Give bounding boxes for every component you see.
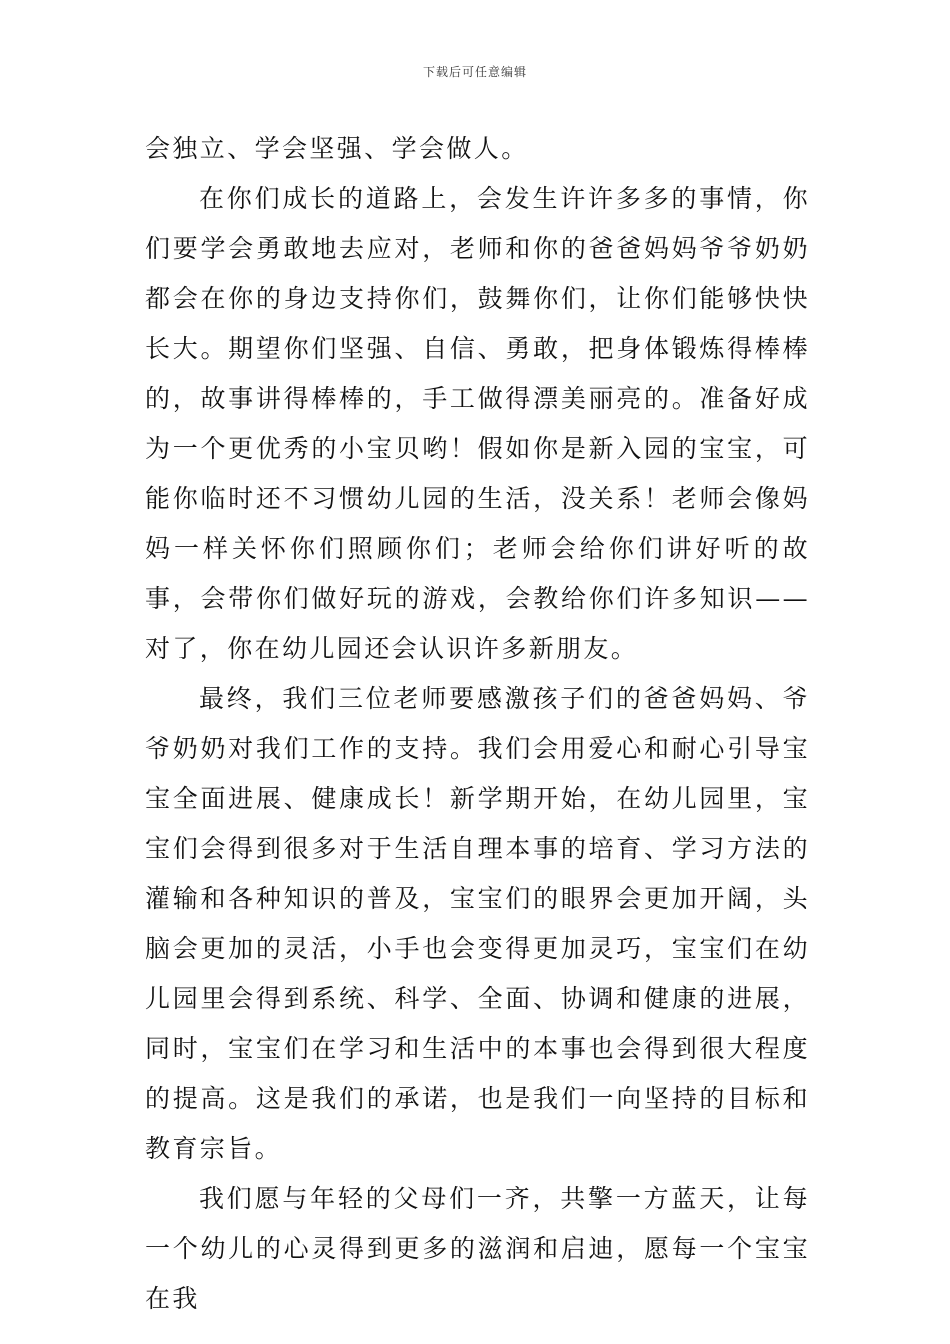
page-header: 下载后可任意编辑 [422,65,527,79]
paragraph: 最终，我们三位老师要感激孩子们的爸爸妈妈、爷爷奶奶对我们工作的支持。我们会用爱心和耐心引导宝宝全面进展、健康成长！新学期开始，在幼儿园里，宝宝们会得到很多对于生活自理本事的培育、学习方法的灌输和各种知识的普及，宝宝们的眼界会更加开阔，头脑会更加的灵活，小手也会变得更加灵巧，宝宝们在幼儿园里会得到系统、科学、全面、协调和健康的进展，同时，宝宝们在学习和生活中的本事也会得到很大程度的提高。这是我们的承诺，也是我们一向坚持的目标和教育宗旨。 [145,684,810,1163]
paragraph: 在你们成长的道路上，会发生许许多多的事情，你们要学会勇敢地去应对，老师和你的爸爸妈妈爷爷奶奶都会在你的身边支持你们，鼓舞你们，让你们能够快快长大。期望你们坚强、自信、勇敢，把身体锻炼得棒棒的，故事讲得棒棒的，手工做得漂美丽亮的。准备好成为一个更优秀的小宝贝哟！假如你是新入园的宝宝，可能你临时还不习惯幼儿园的生活，没关系！老师会像妈妈一样关怀你们照顾你们；老师会给你们讲好听的故事，会带你们做好玩的游戏，会教给你们许多知识——对了，你在幼儿园还会认识许多新朋友。 [145,184,810,663]
paragraph: 会独立、学会坚强、学会做人。 [145,134,529,163]
document-body [145,124,810,1324]
paragraph: 我们愿与年轻的父母们一齐，共擎一方蓝天，让每一个幼儿的心灵得到更多的滋润和启迪，愿每一个宝宝在我 [145,1184,810,1313]
